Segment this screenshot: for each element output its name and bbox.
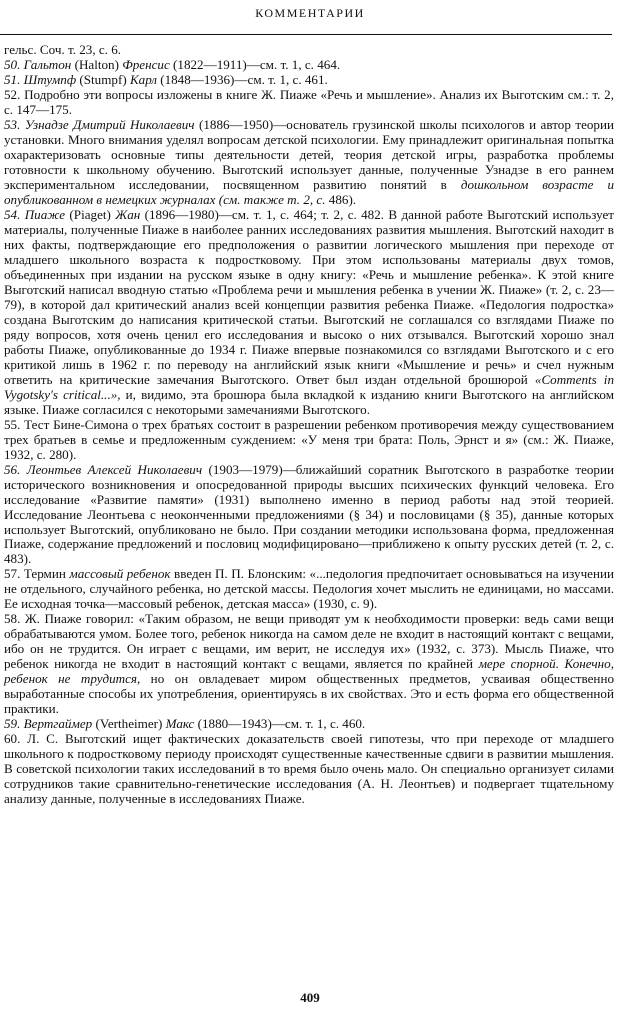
note-58: 58. Ж. Пиаже говорил: «Таким образом, не вещи приводят ум к необходимости проверки: ведь сами вещи обрабатываются умом. Более того, ребенок никогда на самом деле не входит в настоящий контакт с вещами, ибо он не трудится. Он играет с вещами, им верит, не исследуя их» (1932, с. 373). Мысль Пиаже, что ребенок никогда не входит в настоящий контакт с вещами, является по крайней мере спорной. Конечно, ребенок не трудится, но он овладевает миром общественных предметов, усваивая общественно выработанные способы их употребления, ориентируясь в их свойствах. Это и есть форма его общественной практики. <box>4 611 614 717</box>
header-rule <box>0 34 612 35</box>
note-57: 57. Термин массовый ребенок введен П. П. Блонским: «...педология предпочитает основываться на изучении не отдельного, случайного ребенка, но детской массы. Педология хочет мыслить не единицами, но массами. Ее исходная точка—массовый ребенок, детская масса» (1930, с. 9). <box>4 566 614 612</box>
note-55: 55. Тест Бине-Симона о трех братьях состоит в разрешении ребенком противоречия между существованием трех братьев в семье и предложенным суждением: «У меня три брата: Поль, Эрнст и я» (см.: Ж. Пиаже, 1932, с. 280). <box>4 416 614 462</box>
running-header: КОММЕНТАРИИ <box>255 6 365 20</box>
page-number: 409 <box>300 990 320 1005</box>
note-54: 54. Пиаже (Piaget) Жан (1896—1980)—см. т. 1, с. 464; т. 2, с. 482. В данной работе Выготский использует материалы, полученные Пиаже в наиболее ранних исследованиях развития мышления. Выготский находит в них факты, подтверждающие его предположения о развитии логического мышления при переходе от младшего школьного возраста к подростковому. При этом использованы материалы двух томов, объединенных при издании на русском языке в одну книгу: «Речь и мышление ребенка». К этой книге Выготский написал вводную статью «Проблема речи и мышления ребенка в учении Ж. Пиаже» (т. 2, с. 23—79), в которой дал критический анализ всей концепции развития ребенка Пиаже. «Педология подростка» создана Выготским до написания критической статьи. Выготский не соглашался со взглядами Пиаже по ряду вопросов, хотя очень ценил его исследования и высоко о них отзывался. Выготский хорошо знал работы Пиаже, опубликованные до 1934 г. Пиаже впервые познакомился со взглядами Выготского и с его критикой лишь в 1962 г. по переводу на английский язык книги «Мышление и речь» и счел нужным ответить на критические замечания Выготского. Ответ был издан отдельной брошюрой «Comments in Vygotsky's critical...», и, видимо, эта брошюра была вкладкой к изданию книги Выготского на английском языке. Пиаже согласился с некоторыми замечаниями Выготского. <box>4 206 614 417</box>
note-51: 51. Штумпф (Stumpf) Карл (1848—1936)—см. т. 1, с. 461. <box>4 71 328 87</box>
note-56: 56. Леонтьев Алексей Николаевич (1903—1979)—ближайший соратник Выготского в разработке теории исторического возникновения и опосредованной природы высших психических функций человека. Его исследование «Развитие памяти» (1931) выполнено именно в период работы над этой теорией. Исследование Леонтьева с неоконченными предложениями (§ 34) и пословицами (§ 35), данные которых использует Выготский, опубликовано не было. При создании методики использована форма, предложенная Пиаже, содержание предложений и пословиц модифицировано—приближено к опыту русских детей (т. 2, с. 483). <box>4 461 614 567</box>
note-59: 59. Вертгаймер (Vertheimer) Макс (1880—1943)—см. т. 1, с. 460. <box>4 716 366 732</box>
note-53: 53. Узнадзе Дмитрий Николаевич (1886—1950)—основатель грузинской школы психологов и автор теории установки. Много внимания уделял вопросам детской психологии. Ему принадлежит оригинальная попытка охарактеризовать основные типы деятельности детей, теория детской игры, разработка проблемы готовности к школьному обучению. Выготский использует данные, полученные Узнадзе в его раннем экспериментальном исследовании, посвященном развитию понятий в дошкольном возрасте и опубликованном в немецких журналах (см. также т. 2, с. 486). <box>4 116 614 207</box>
note-continuation: гельс. Соч. т. 23, с. 6. <box>4 42 122 57</box>
note-60: 60. Л. С. Выготский ищет фактических доказательств своей гипотезы, что при переходе от младшего школьного к подростковому периоду происходят существенные качественные сдвиги в развитии мышления. В советской психологии таких исследований в то время было очень мало. Он специально организует силами сотрудников такие сравнительно-генетические исследования (А. Н. Леонтьев) и подвергает тщательному анализу данные, полученные в исследованиях Пиаже. <box>4 731 614 807</box>
note-52: 52. Подробно эти вопросы изложены в книге Ж. Пиаже «Речь и мышление». Анализ их Выготским см.: т. 2, с. 147—175. <box>4 86 614 117</box>
commentary-text <box>4 42 614 806</box>
note-50: 50. Гальтон (Halton) Френсис (1822—1911)—см. т. 1, с. 464. <box>4 56 341 72</box>
